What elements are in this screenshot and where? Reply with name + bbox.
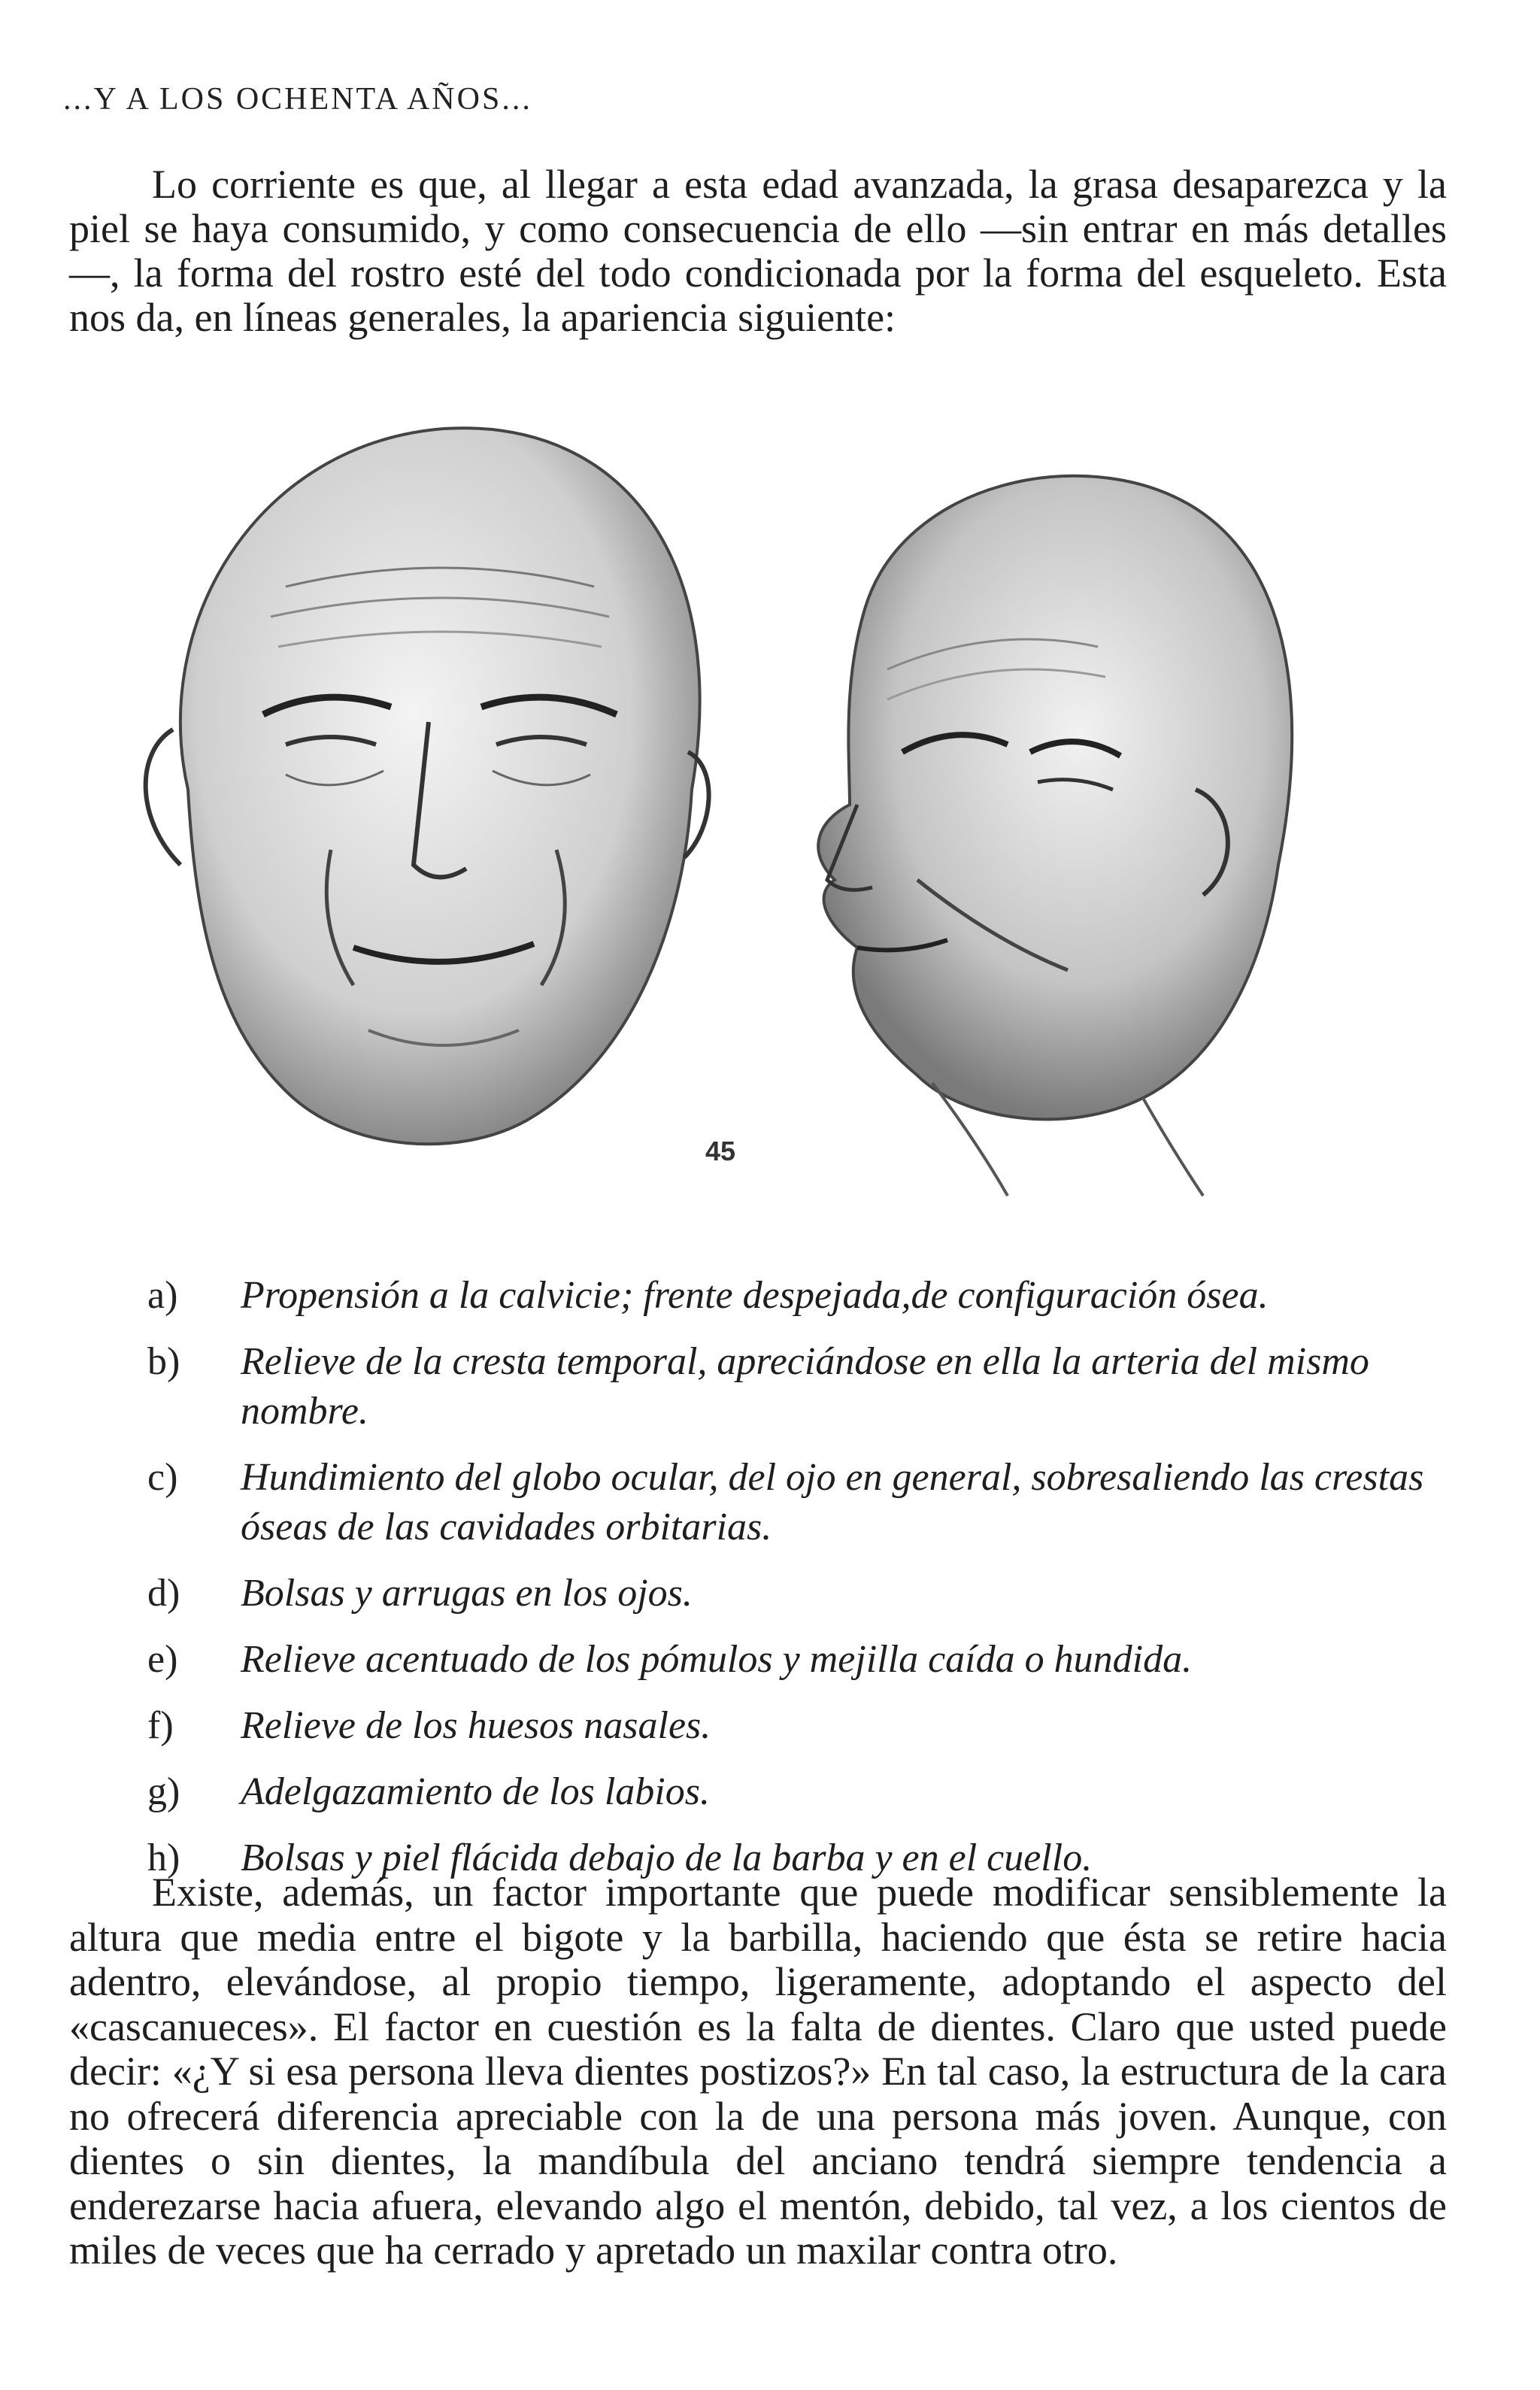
frontal-old-man-sketch: [146, 428, 709, 1144]
closing-paragraph: Existe, además, un factor importante que puede modificar sensiblemente la altura que media entre el bigote y la barbilla, haciendo que ésta se retire hacia adentro, elevándose, al propio tiempo, ligeramente, adoptando el aspecto del «cascanueces». El factor en cuestión es la falta de dientes. Claro que usted puede decir: «¿Y si esa persona lleva dientes postizos?» En tal caso, la estructura de la cara no ofrecerá diferencia apreciable con la de una persona más joven. Aunque, con dientes o sin dientes, la mandíbula del anciano tendrá siempre tendencia a enderezarse hacia afuera, elevando algo el mentón, debido, tal vez, a los cientos de miles de veces que ha cerrado y apretado un maxilar contra otro.: [69, 1870, 1447, 2273]
running-header: ...Y A LOS OCHENTA AÑOS...: [63, 82, 532, 117]
list-item: [147, 1635, 1456, 1685]
list-letter: d): [147, 1572, 180, 1615]
list-letter: b): [147, 1340, 180, 1383]
list-item: [147, 1701, 1456, 1751]
profile-old-man-sketch: [818, 476, 1292, 1196]
list-text: Relieve acentuado de los pómulos y mejilla caída o hundida.: [241, 1638, 1193, 1681]
list-item: [147, 1569, 1456, 1618]
list-text: Adelgazamiento de los labios.: [241, 1770, 710, 1813]
list-letter: c): [147, 1456, 178, 1499]
list-text: Bolsas y piel flácida debajo de la barba y en el cuello.: [241, 1836, 1093, 1879]
figure-45-illustration: [105, 399, 1429, 1226]
list-item: [147, 1767, 1456, 1817]
list-letter: g): [147, 1770, 180, 1813]
intro-paragraph: Lo corriente es que, al llegar a esta edad avanzada, la grasa desaparezca y la piel se haya consumido, y como consecuencia de ello —sin entrar en más detalles—, la forma del rostro esté del todo condicionada por la forma del esqueleto. Esta nos da, en líneas generales, la apariencia siguiente:: [69, 162, 1447, 340]
list-item: [147, 1453, 1456, 1552]
list-letter: e): [147, 1638, 178, 1681]
list-text: Propensión a la calvicie; frente despejada,de configuración ósea.: [241, 1274, 1269, 1317]
list-letter: h): [147, 1836, 180, 1879]
list-text: Hundimiento del globo ocular, del ojo en general, sobresaliendo las crestas óseas de las cavidades orbitarias.: [241, 1456, 1424, 1548]
list-text: Bolsas y arrugas en los ojos.: [241, 1572, 693, 1615]
list-letter: f): [147, 1704, 174, 1747]
list-item: [147, 1337, 1456, 1436]
list-letter: a): [147, 1274, 178, 1317]
list-item: [147, 1271, 1456, 1321]
figure-number: 45: [705, 1136, 736, 1166]
portrait-sketches: [105, 399, 1429, 1226]
list-text: Relieve de la cresta temporal, apreciándose en ella la arteria del mismo nombre.: [241, 1340, 1369, 1433]
list-text: Relieve de los huesos nasales.: [241, 1704, 711, 1747]
feature-list: [147, 1271, 1456, 1900]
